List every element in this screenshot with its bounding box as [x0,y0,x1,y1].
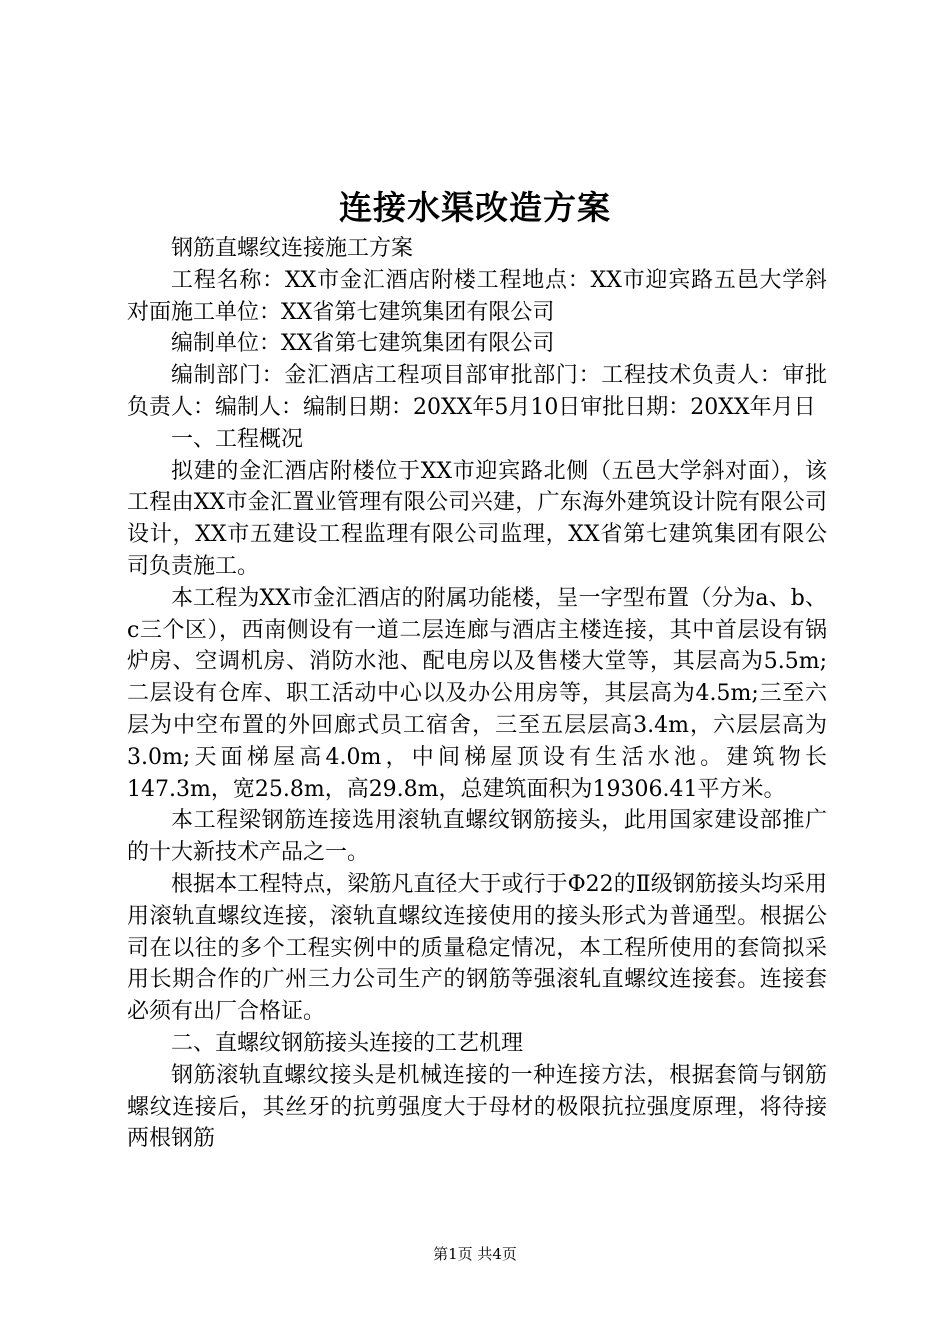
paragraph-department: 编制部门：金汇酒店工程项目部审批部门：工程技术负责人：审批负责人：编制人：编制日期：20XX年5月10日审批日期：20XX年月日 [127,363,827,420]
paragraph-overview-2: 本工程为XX市金汇酒店的附属功能楼，呈一字型布置（分为a、b、c三个区），西南侧设有一道二层连廊与酒店主楼连接，其中首层设有锅炉房、空调机房、消防水池、配电房以及售楼大堂等，其层高为5.5m;二层设有仓库、职工活动中心以及办公用房等，其层高为4.5m;三至六层为中空布置的外回廊式员工宿舍，三至五层层高3.4m，六层层高为3.0m;天面梯屋高4.0m，中间梯屋顶设有生活水池。建筑物长147.3m，宽25.8m，高29.8m，总建筑面积为19306.41平方米。 [127,585,827,802]
paragraph-compiler-unit: 编制单位：XX省第七建筑集团有限公司 [171,331,555,357]
document-title: 连接水渠改造方案 [339,188,611,227]
paragraph-overview-3: 本工程梁钢筋连接选用滚轨直螺纹钢筋接头，此用国家建设部推广的十大新技术产品之一。 [127,808,827,866]
page-footer: 第1页 共4页 [433,1245,517,1263]
paragraph-overview-4: 根据本工程特点，梁筋凡直径大于或行于Φ22的Ⅱ级钢筋接头均采用用滚轨直螺纹连接，滚轨直螺纹连接使用的接头形式为普通型。根据公司在以往的多个工程实例中的质量稳定情况，本工程所使用的套筒拟采用长期合作的广州三力公司生产的钢筋等强滚轧直螺纹连接套。连接套必须有出厂合格证。 [127,871,827,1025]
paragraph-overview-1: 拟建的金汇酒店附楼位于XX市迎宾路北侧（五邑大学斜对面），该工程由XX市金汇置业管理有限公司兴建，广东海外建筑设计院有限公司设计，XX市五建设工程监理有限公司监理，XX省第七建筑集团有限公司负责施工。 [127,458,827,579]
paragraph-subtitle: 钢筋直螺纹连接施工方案 [171,236,414,261]
section-heading-mechanism: 二、直螺纹钢筋接头连接的工艺机理 [171,1030,524,1056]
paragraph-mechanism-1: 钢筋滚轨直螺纹接头是机械连接的一种连接方法，根据套筒与钢筋螺纹连接后，其丝牙的抗剪强度大于母材的极限抗拉强度原理，将待接两根钢筋 [127,1062,827,1152]
section-heading-overview: 一、工程概况 [171,426,304,452]
document-body [127,233,827,1155]
paragraph-project-info: 工程名称：XX市金汇酒店附楼工程地点：XX市迎宾路五邑大学斜对面施工单位：XX省第七建筑集团有限公司 [127,267,827,325]
